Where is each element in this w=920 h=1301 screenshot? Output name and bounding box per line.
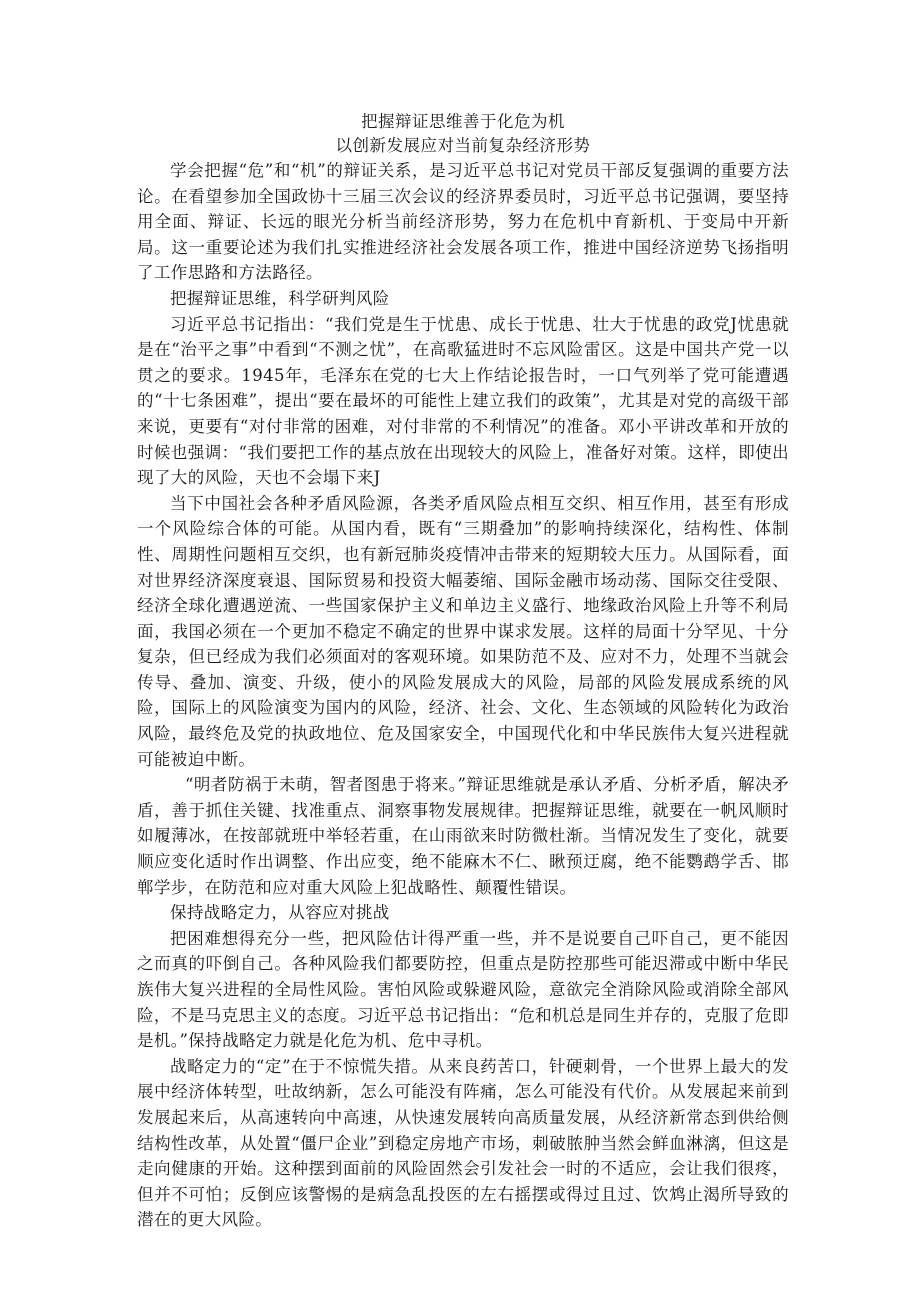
body-paragraph: “明者防祸于未萌，智者图患于将来。”辩证思维就是承认矛盾、分析矛盾，解决矛盾，善于抓住关键、找准重点、洞察事物发展规律。把握辩证思维，就要在一帆风顺时如履薄冰，在按部就班中举轻若重，在山雨欲来时防微杜渐。当情况发生了变化，就要顺应变化适时作出调整、作出应变，绝不能麻木不仁、瞅预迂腐，绝不能鹦鹉学舌、邯郸学步，在防范和应对重大风险上犯战略性、颠覆性错误。 [137, 775, 789, 897]
body-paragraph: 把困难想得充分一些，把风险估计得严重一些，并不是说要自己吓自己，更不能因之而真的吓倒自己。各种风险我们都要防控，但重点是防控那些可能迟滞或中断中华民族伟大复兴进程的全局性风险。害怕风险或躲避风险，意欲完全消除风险或消除全部风险，不是马克思主义的态度。习近平总书记指出：“危和机总是同生并存的，克服了危即是机。”保持战略定力就是化危为机、危中寻机。 [137, 928, 789, 1051]
body-paragraph: 战略定力的“定”在于不惊慌失措。从来良药苦口，针硬刺骨，一个世界上最大的发展中经济体转型，吐故纳新，怎么可能没有阵痛，怎么可能没有代价。从发展起来前到发展起来后，从高速转向中高速，从快速发展转向高质量发展，从经济新常态到供给侧结构性改革，从处置“僵尸企业”到稳定房地产市场，刺破脓肿当然会鲜血淋漓，但这是走向健康的开始。这种摆到面前的风险固然会引发社会一时的不适应，会让我们很疼，但并不可怕；反倒应该警惕的是病急乱投医的左右摇摆或得过且过、饮鸩止渴所导致的潜在的更大风险。 [137, 1056, 789, 1230]
document-page [137, 110, 789, 1233]
body-paragraph: 当下中国社会各种矛盾风险源，各类矛盾风险点相互交织、相互作用，甚至有形成一个风险综合体的可能。从国内看，既有“三期叠加”的影响持续深化，结构性、体制性、周期性问题相互交织，也有新冠肺炎疫情冲击带来的短期较大压力。从国际看，面对世界经济深度衰退、国际贸易和投资大幅萎缩、国际金融市场动荡、国际交往受限、经济全球化遭遇逆流、一些国家保护主义和单边主义盛行、地缘政治风险上升等不利局面，我国必须在一个更加不稳定不确定的世界中谋求发展。这样的局面十分罕见、十分复杂，但已经成为我们必须面对的客观环境。如果防范不及、应对不力，处理不当就会传导、叠加、演变、升级，使小的风险发展成大的风险，局部的风险发展成系统的风险，国际上的风险演变为国内的风险，经济、社会、文化、生态领域的风险转化为政治风险，最终危及党的执政地位、危及国家安全，中国现代化和中华民族伟大复兴进程就可能被迫中断。 [137, 493, 789, 769]
body-paragraph: 习近平总书记指出：“我们党是生于忧患、成长于忧患、壮大于忧患的政党J忧患就是在“治平之事”中看到“不测之忧”，在高歌猛进时不忘风险雷区。这是中国共产党一以贯之的要求。1945年，毛泽东在党的七大上作结论报告时，一口气列举了党可能遭遇的“十七条困难”，提出“要在最坏的可能性上建立我们的政策”，尤其是对党的高级干部来说，更要有“对付非常的困难，对付非常的不利情况”的准备。邓小平讲改革和开放的时候也强调：“我们要把工作的基点放在出现较大的风险上，准备好对策。这样，即使出现了大的风险，天也不会塌下来J [137, 314, 789, 488]
section-heading-2: 保持战略定力，从容应对挑战 [170, 903, 390, 923]
section-heading-1: 把握辩证思维，科学研判风险 [170, 288, 390, 308]
document-title: 把握辩证思维善于化危为机 [361, 112, 565, 131]
document-subtitle: 以创新发展应对当前复杂经济形势 [335, 136, 591, 155]
intro-paragraph: 学会把握“危”和“机”的辩证关系，是习近平总书记对党员干部反复强调的重要方法论。在看望参加全国政协十三届三次会议的经济界委员时，习近平总书记强调，要坚持用全面、辩证、长远的眼光分析当前经济形势，努力在危机中育新机、于变局中开新局。这一重要论述为我们扎实推进经济社会发展各项工作，推进中国经济逆势飞扬指明了工作思路和方法路径。 [137, 161, 789, 283]
